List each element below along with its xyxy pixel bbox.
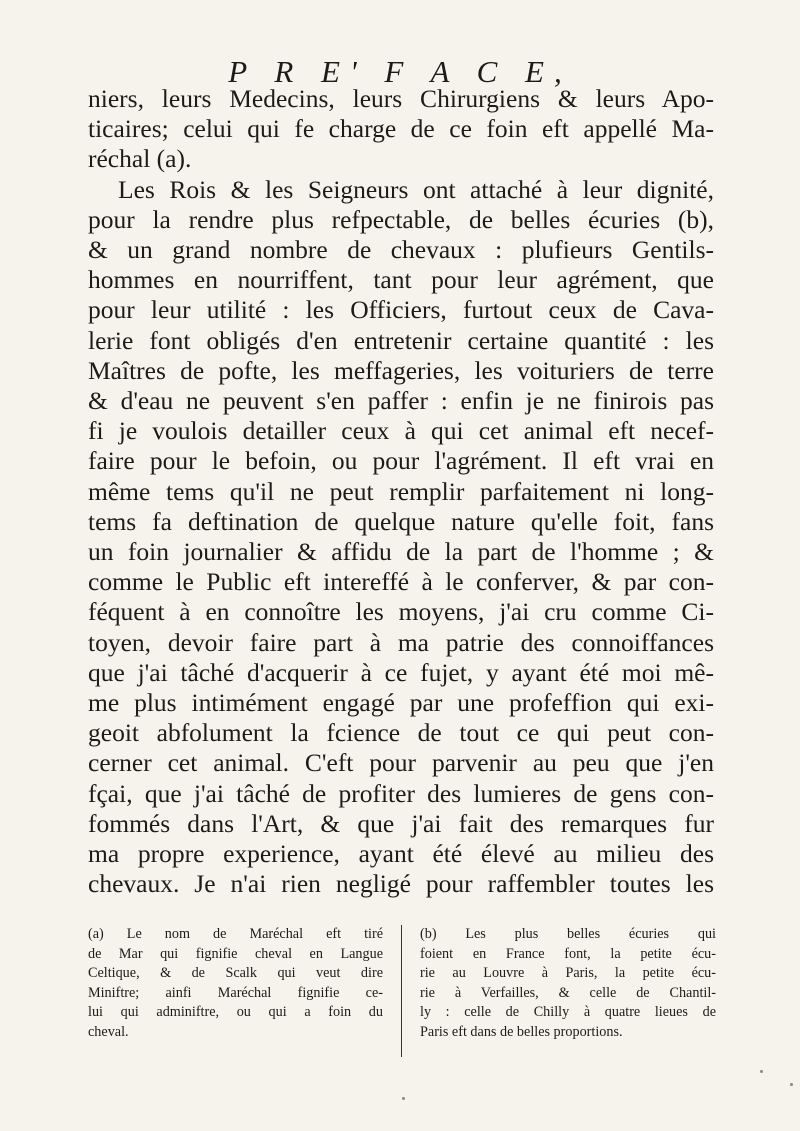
text-line: féquent à en connoître les moyens, j'ai cru comme Ci- <box>88 597 714 627</box>
text-line: même tems qu'il ne peut remplir parfaitement ni long- <box>88 476 714 506</box>
footnote-line: rie au Louvre à Paris, la petite écu- <box>420 965 716 982</box>
footnote-line: (b) Les plus belles écuries qui <box>420 926 716 942</box>
body-text <box>88 84 714 899</box>
text-line: geoit abfolument la fcience de tout ce qui peut con- <box>88 718 714 748</box>
text-line: niers, leurs Medecins, leurs Chirurgiens & leurs Apo- <box>88 84 714 113</box>
text-line: un foin journalier & affidu de la part de l'homme ; & <box>88 537 714 567</box>
footnote-b <box>420 925 716 1043</box>
text-line: pour la rendre plus refpectable, de belles écuries (b), <box>88 204 714 234</box>
text-line: Les Rois & les Seigneurs ont attaché à leur dignité, <box>118 174 714 204</box>
footnote-line: rie à Verfailles, & celle de Chantil- <box>420 984 716 1001</box>
text-line: réchal (a). <box>88 144 192 174</box>
footnote-line: cheval. <box>88 1023 129 1040</box>
text-line: Maîtres de pofte, les meffageries, les voituriers de terre <box>88 355 714 385</box>
footnote-line: Paris eft dans de belles proportions. <box>420 1023 623 1040</box>
text-line: pour leur utilité : les Officiers, furtout ceux de Cava- <box>88 295 714 325</box>
footnote-line: Miniftre; ainfi Maréchal fignifie ce- <box>88 984 383 1001</box>
paper-speck <box>402 1097 405 1100</box>
text-line: fçai, que j'ai tâché de profiter des lumieres de gens con- <box>88 778 714 808</box>
footnote-line: ly : celle de Chilly à quatre lieues de <box>420 1004 716 1021</box>
text-line: que j'ai tâché d'acquerir à ce fujet, y ayant été moi mê- <box>88 657 714 687</box>
text-line: comme le Public eft intereffé à le conferver, & par con- <box>88 567 714 597</box>
text-line: & un grand nombre de chevaux : plufieurs Gentils- <box>88 235 714 265</box>
text-line: chevaux. Je n'ai rien negligé pour raffembler toutes les <box>88 869 714 899</box>
text-line: lerie font obligés d'en entretenir certaine quantité : les <box>88 325 714 355</box>
text-line: faire pour le befoin, ou pour l'agrément. Il eft vrai en <box>88 446 714 476</box>
text-line: fi je voulois detailler ceux à qui cet animal eft necef- <box>88 416 714 446</box>
text-line: tems fa deftination de quelque nature qu'elle foit, fans <box>88 506 714 536</box>
paper-speck <box>790 1083 793 1086</box>
running-header: P R E' F A C E, <box>228 54 572 89</box>
footnote-a <box>88 925 383 1043</box>
footnote-line: Celtique, & de Scalk qui veut dire <box>88 965 383 982</box>
text-line: me plus intimément engagé par une profeffion qui exi- <box>88 688 714 718</box>
footnote-line: de Mar qui fignifie cheval en Langue <box>88 945 383 962</box>
text-line: ma propre experience, ayant été élevé au milieu des <box>88 839 714 869</box>
text-line: & d'eau ne peuvent s'en paffer : enfin je ne finirois pas <box>88 386 714 416</box>
text-line: hommes en nourriffent, tant pour leur agrément, que <box>88 265 714 295</box>
footnote-line: lui qui adminiftre, ou qui a foin du <box>88 1004 383 1021</box>
text-line: fommés dans l'Art, & que j'ai fait des remarques fur <box>88 808 714 838</box>
paper-speck <box>760 1070 763 1073</box>
text-line: ticaires; celui qui fe charge de ce foin eft appellé Ma- <box>88 114 714 144</box>
text-line: cerner cet animal. C'eft pour parvenir au peu que j'en <box>88 748 714 778</box>
text-line: toyen, devoir faire part à ma patrie des connoiffances <box>88 627 714 657</box>
footnote-column-divider <box>401 925 402 1057</box>
footnote-line: (a) Le nom de Maréchal eft tiré <box>88 926 383 942</box>
footnote-line: foient en France font, la petite écu- <box>420 945 716 962</box>
